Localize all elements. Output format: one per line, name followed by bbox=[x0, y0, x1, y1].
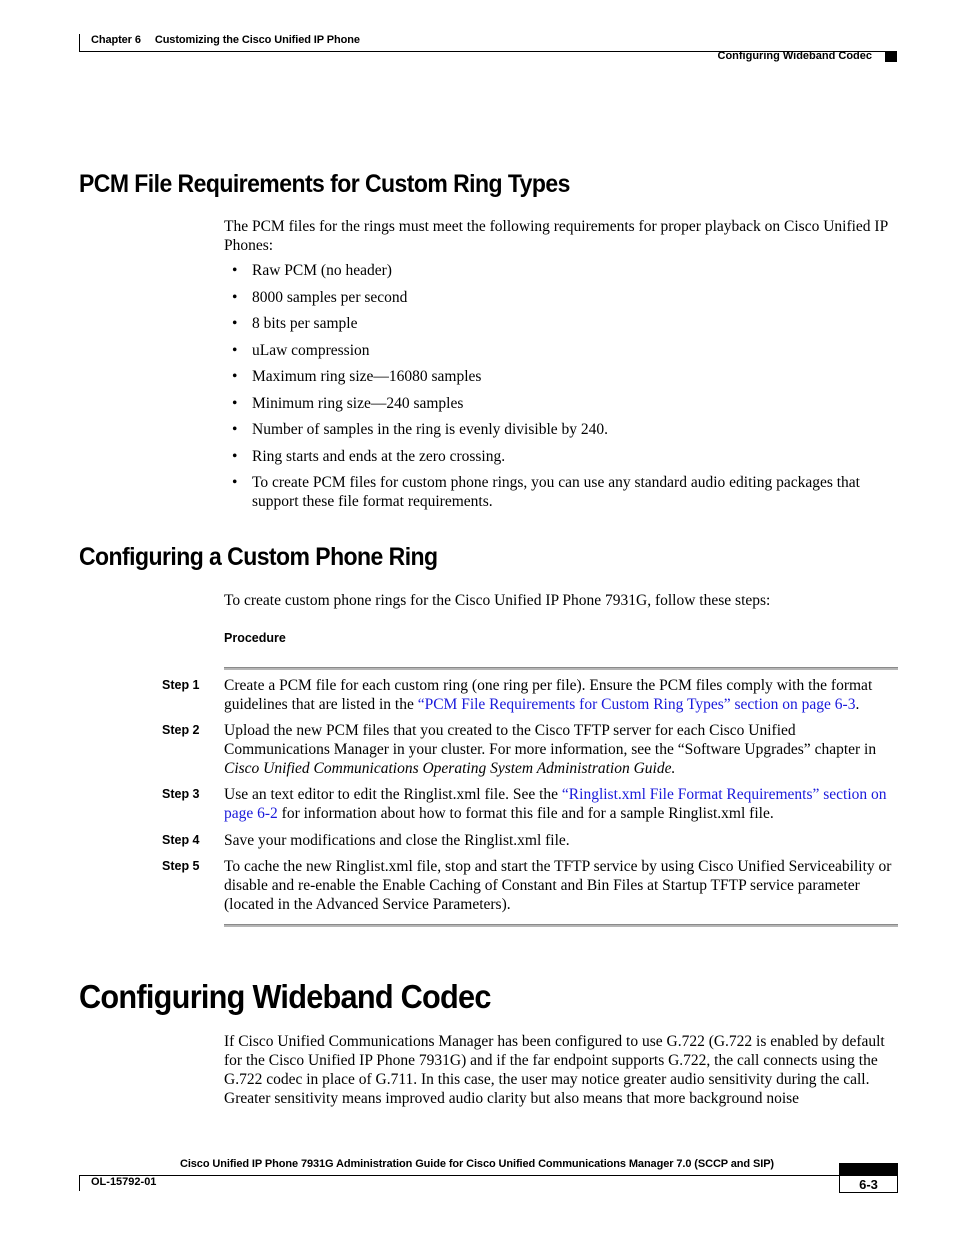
step-label: Step 1 bbox=[162, 678, 200, 692]
step-label: Step 3 bbox=[162, 787, 200, 801]
link-pcm-requirements[interactable]: “PCM File Requirements for Custom Ring Types” section on page 6-3 bbox=[417, 696, 856, 713]
step-text: Save your modifications and close the Ringlist.xml file. bbox=[224, 832, 570, 849]
heading-custom-phone-ring: Configuring a Custom Phone Ring bbox=[79, 543, 438, 571]
custom-ring-intro: To create custom phone rings for the Cisco Unified IP Phone 7931G, follow these steps: bbox=[224, 592, 771, 609]
footer-doc-number: OL-15792-01 bbox=[91, 1176, 157, 1188]
footer-guide-title: Cisco Unified IP Phone 7931G Administration Guide for Cisco Unified Communications Manager 7.0 (SCCP and SIP) bbox=[179, 1158, 774, 1170]
list-item: • Raw PCM (no header) bbox=[232, 262, 392, 279]
list-item: • 8 bits per sample bbox=[232, 315, 358, 332]
heading-wideband-codec: Configuring Wideband Codec bbox=[79, 978, 491, 1015]
pcm-requirements-list bbox=[232, 261, 900, 519]
guide-title: Cisco Unified Communications Operating System Administration Guide. bbox=[224, 760, 676, 777]
link-ringlist-format[interactable]: “Ringlist.xml File Format Requirements” section on page 6-2 bbox=[224, 786, 887, 822]
chapter-title: Customizing the Cisco Unified IP Phone bbox=[154, 34, 360, 46]
step-text: Upload the new PCM files that you created to the Cisco TFTP server for each Cisco Unified Communications Manager in your cluster. For more information, see the “Software Upgrades” chapter in Cisco Unified Communications Operating System Administration Guide. bbox=[224, 722, 877, 777]
wideband-codec-body: If Cisco Unified Communications Manager has been configured to use G.722 (G.722 is enabled by default for the Cisco Unified IP Phone 7931G) and if the far endpoint supports G.722, the call connects using the G.722 codec in place of G.711. In this case, the user may notice greater audio sensitivity during the call. Greater sensitivity means improved audio clarity but also means that more background noise bbox=[224, 1033, 885, 1107]
running-header-chapter bbox=[91, 34, 360, 46]
procedure-bottom-rule bbox=[224, 924, 898, 927]
step-text: Use an text editor to edit the Ringlist.xml file. See the “Ringlist.xml File Format Requirements” section on page 6-2 for information about how to format this file and for a sample Ringlist.xml file. bbox=[224, 786, 887, 822]
chapter-label: Chapter 6 bbox=[91, 34, 141, 46]
footer-rule bbox=[79, 1175, 839, 1176]
list-item: • Ring starts and ends at the zero crossing. bbox=[232, 447, 506, 465]
pcm-intro: The PCM files for the rings must meet the following requirements for proper playback on Cisco Unified IP Phones: bbox=[224, 218, 888, 254]
page-number: 6-3 bbox=[839, 1175, 898, 1193]
list-item: • To create PCM files for custom phone rings, you can use any standard audio editing packages that support these file format requirements. bbox=[232, 474, 860, 510]
procedure-label: Procedure bbox=[224, 631, 286, 645]
list-item: • Maximum ring size—16080 samples bbox=[232, 368, 482, 385]
header-left-rule bbox=[79, 34, 80, 52]
running-header-section: Configuring Wideband Codec bbox=[717, 50, 872, 62]
step-label: Step 5 bbox=[162, 859, 200, 873]
footer-left-rule bbox=[79, 1175, 80, 1191]
list-item: • 8000 samples per second bbox=[232, 288, 408, 306]
procedure-top-rule bbox=[224, 667, 898, 670]
step-text: To cache the new Ringlist.xml file, stop and start the TFTP service by using Cisco Unified Serviceability or disable and re-enable the Enable Caching of Constant and Bin Files at Startup TFTP service parameter (located in the Advanced Service Parameters). bbox=[224, 858, 892, 913]
step-label: Step 4 bbox=[162, 833, 200, 847]
step-text: Create a PCM file for each custom ring (one ring per file). Ensure the PCM files comply with the format guidelines that are listed in the “PCM File Requirements for Custom Ring Types” section on page 6-3. bbox=[224, 677, 873, 713]
step-label: Step 2 bbox=[162, 723, 200, 737]
list-item: • Number of samples in the ring is evenly divisible by 240. bbox=[232, 421, 609, 438]
heading-pcm-requirements: PCM File Requirements for Custom Ring Types bbox=[79, 170, 570, 198]
header-marker bbox=[885, 51, 897, 62]
list-item: • uLaw compression bbox=[232, 341, 370, 359]
list-item: • Minimum ring size—240 samples bbox=[232, 394, 464, 412]
